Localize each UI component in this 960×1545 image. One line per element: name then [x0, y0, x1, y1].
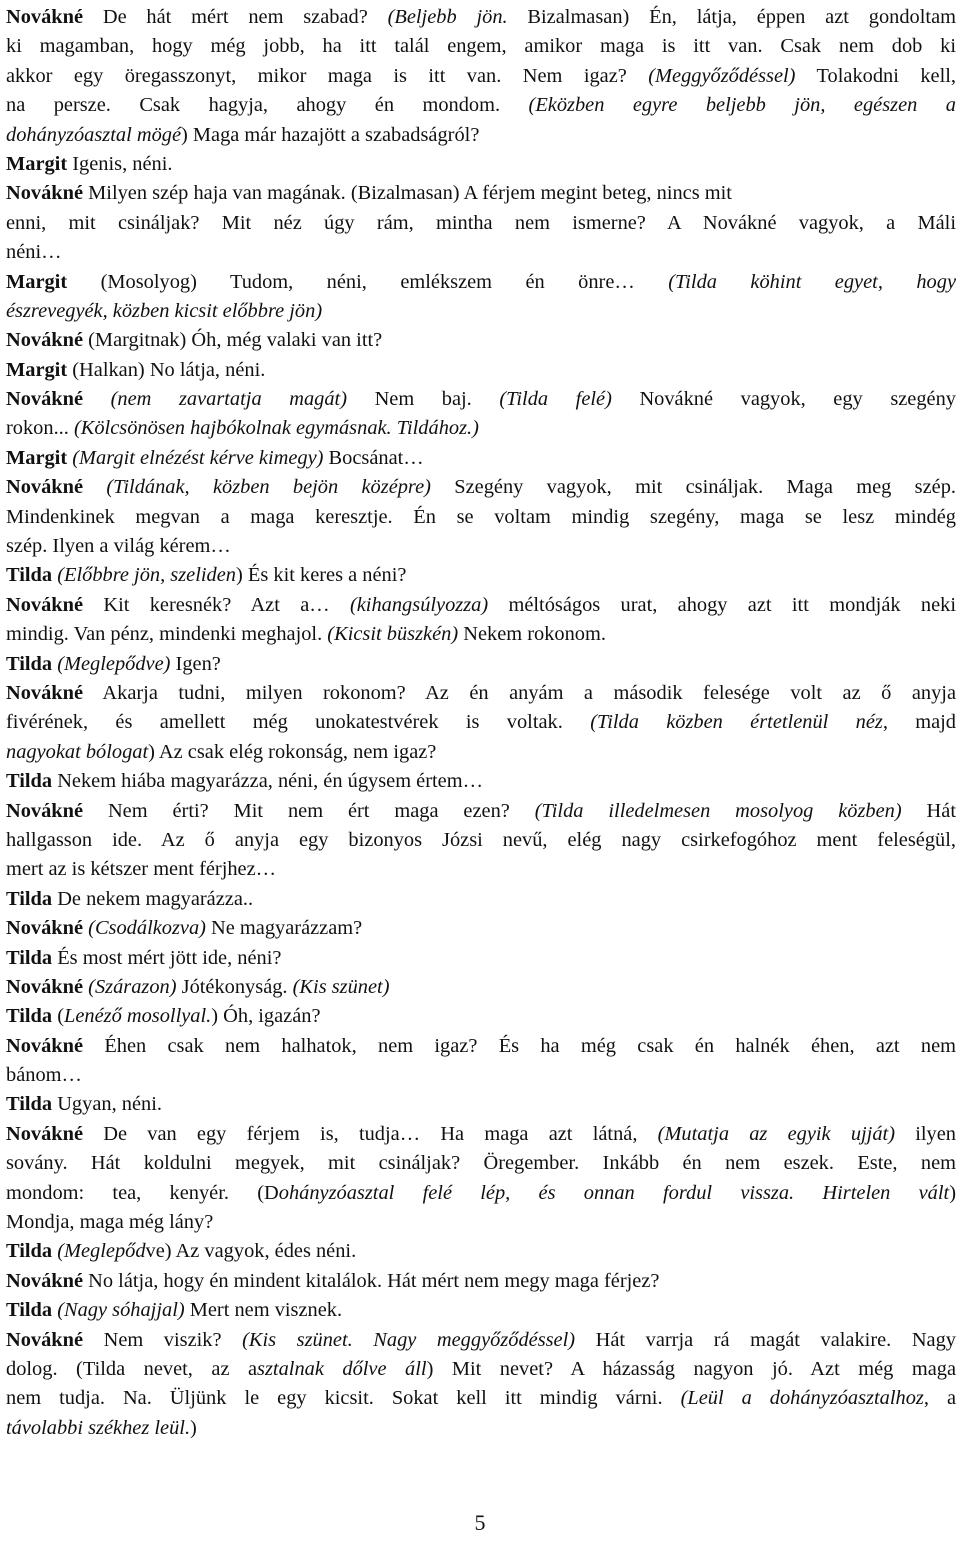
- dialogue-text: (Halkan) No látja, néni.: [67, 358, 266, 381]
- dialogue-text: Tolakodni kell,: [795, 64, 956, 87]
- dialogue-text: mondom: tea, kenyér. (D: [6, 1181, 279, 1204]
- dialogue-text: [83, 388, 111, 410]
- dialogue-text: Kit keresnék? Azt a…: [83, 593, 350, 616]
- stage-direction: (Kis szünet): [292, 975, 390, 998]
- dialogue-text: Nekem rokonom.: [458, 623, 606, 646]
- script-line: [6, 620, 956, 649]
- script-line: [6, 767, 956, 796]
- dialogue-text: ) Mit nevet? A házasság nagyon jó. Azt még maga: [426, 1357, 956, 1380]
- speaker-name: Novákné: [6, 329, 84, 352]
- dialogue-text: dolog. (Tilda nevet, az a: [6, 1357, 258, 1380]
- script-line: [6, 385, 956, 414]
- script-line: [6, 1149, 956, 1178]
- script-line: [6, 32, 956, 61]
- stage-direction: (nem zavartatja magát): [110, 388, 347, 411]
- dialogue-text: ) És kit keres a néni?: [236, 564, 407, 587]
- script-line: [6, 532, 956, 561]
- speaker-name: Tilda: [6, 1005, 53, 1028]
- dialogue-text: (Mosolyog) Tudom, néni, emlékszem én önre…: [67, 270, 669, 293]
- speaker-name: Margit: [6, 152, 68, 175]
- stage-direction: (Leül a dohányzóasztalhoz: [680, 1387, 924, 1410]
- page-number: 5: [474, 1510, 486, 1535]
- script-line: [6, 91, 956, 120]
- dialogue-text: ): [190, 1416, 197, 1439]
- dialogue-text: enni, mit csináljak? Mit néz úgy rám, mintha nem ismerne? A Novákné vagyok, a Máli: [6, 211, 956, 234]
- stage-direction: (Tilda felé): [499, 388, 612, 411]
- script-line: [6, 473, 956, 502]
- script-line: [6, 1120, 956, 1149]
- dialogue-text: De nekem magyarázza..: [52, 887, 254, 910]
- script-line: [6, 708, 956, 737]
- script-line: [6, 797, 956, 826]
- stage-direction: (Csodálkozva): [88, 917, 206, 940]
- dialogue-text: Mindenkinek megvan a maga keresztje. Én se voltam mindig szegény, maga se lesz mindég: [6, 505, 956, 528]
- stage-direction: (Tilda köhint egyet, hogy: [668, 270, 956, 293]
- script-line: [6, 209, 956, 238]
- script-line: [6, 150, 956, 179]
- speaker-name: Novákné: [6, 182, 84, 205]
- dialogue-text: ve) Az vagyok, édes néni.: [145, 1240, 357, 1263]
- stage-direction: ohányzóasztal felé lép, és onnan fordul vissza. Hirtelen vált: [278, 1181, 950, 1204]
- speaker-name: Novákné: [6, 917, 84, 940]
- stage-direction: (Nagy sóhajjal): [57, 1299, 185, 1322]
- script-line: [6, 121, 956, 150]
- script-line: [6, 650, 956, 679]
- dialogue-text: na persze. Csak hagyja, ahogy én mondom.: [6, 94, 529, 117]
- script-line: [6, 826, 956, 855]
- script-line: [6, 268, 956, 297]
- script-line: [6, 1296, 956, 1325]
- dialogue-text: ) Óh, igazán?: [211, 1005, 321, 1028]
- stage-direction: távolabbi székhez leül.: [6, 1416, 191, 1439]
- speaker-name: Margit: [6, 446, 68, 469]
- stage-direction: (Meglepőd: [57, 1240, 146, 1263]
- script-line: [6, 1267, 956, 1296]
- stage-direction: (Szárazon): [88, 975, 177, 998]
- dialogue-text: Nem baj.: [347, 388, 500, 411]
- dialogue-text: ilyen: [895, 1122, 956, 1145]
- dialogue-text: Milyen szép haja van magának. (Bizalmasan) A férjem megint beteg, nincs mit: [83, 182, 732, 205]
- stage-direction: Lenéző mosollyal.: [64, 1005, 212, 1028]
- dialogue-text: , majd: [882, 711, 957, 734]
- script-line: [6, 944, 956, 973]
- dialogue-text: Akarja tudni, milyen rokonom? Az én anyám a második felesége volt az ő anyja: [83, 681, 956, 704]
- dialogue-text: Igen?: [170, 652, 221, 675]
- stage-direction: (Előbbre jön, szeliden: [57, 564, 236, 587]
- stage-direction: nagyokat bólogat: [6, 740, 149, 763]
- script-line: [6, 1179, 956, 1208]
- speaker-name: Tilda: [6, 1093, 53, 1116]
- dialogue-text: Novákné vagyok, egy szegény: [611, 388, 956, 411]
- dialogue-text: bánom…: [6, 1064, 82, 1087]
- script-page-body: [6, 3, 956, 1443]
- speaker-name: Novákné: [6, 799, 84, 822]
- stage-direction: (Tildának, közben bejön középre): [106, 476, 431, 499]
- speaker-name: Tilda: [6, 652, 53, 675]
- stage-direction: (Meglepődve): [57, 652, 171, 675]
- script-line: [6, 238, 956, 267]
- dialogue-text: És most mért jött ide, néni?: [52, 946, 282, 969]
- speaker-name: Tilda: [6, 887, 53, 910]
- speaker-name: Novákné: [6, 6, 84, 28]
- dialogue-text: hallgasson ide. Az ő anyja egy bizonyos Józsi nevű, elég nagy csirkefogóhoz ment feleségül,: [6, 828, 956, 851]
- dialogue-text: mindig. Van pénz, mindenki meghajol.: [6, 623, 328, 646]
- dialogue-text: Nem viszik?: [83, 1328, 243, 1351]
- dialogue-text: Ne magyarázzam?: [205, 917, 363, 940]
- script-line: [6, 1090, 956, 1119]
- script-line: [6, 561, 956, 590]
- dialogue-text: Éhen csak nem halhatok, nem igaz? És ha még csak én halnék éhen, azt nem: [83, 1034, 956, 1057]
- speaker-name: Novákné: [6, 1328, 84, 1351]
- dialogue-text: [83, 476, 106, 498]
- stage-direction: (Kölcsönösen hajbókolnak egymásnak. Tildához.): [73, 417, 479, 440]
- speaker-name: Novákné: [6, 1034, 84, 1057]
- speaker-name: Tilda: [6, 770, 53, 793]
- script-line: [6, 679, 956, 708]
- dialogue-text: Bizalmasan) Én, látja, éppen azt gondoltam: [507, 6, 956, 28]
- dialogue-text: néni…: [6, 241, 62, 264]
- script-line: [6, 591, 956, 620]
- dialogue-text: Szegény vagyok, mit csináljak. Maga meg szép.: [430, 476, 956, 499]
- dialogue-text: De van egy férjem is, tudja… Ha maga azt látná,: [83, 1122, 658, 1145]
- script-line: [6, 855, 956, 884]
- script-line: [6, 973, 956, 1002]
- dialogue-text: akkor egy öregasszonyt, mikor maga is itt van. Nem igaz?: [6, 64, 649, 87]
- speaker-name: Margit: [6, 270, 68, 293]
- stage-direction: észrevegyék, közben kicsit előbbre jön): [6, 299, 323, 322]
- stage-direction: (Mutatja az egyik ujját): [657, 1122, 895, 1145]
- stage-direction: (Tilda közben értetlenül néz: [590, 711, 883, 734]
- dialogue-text: Mondja, maga még lány?: [6, 1211, 214, 1234]
- speaker-name: Novákné: [6, 388, 84, 411]
- script-line: [6, 62, 956, 91]
- dialogue-text: szép. Ilyen a világ kérem…: [6, 535, 231, 558]
- dialogue-text: Nem érti? Mit nem ért maga ezen?: [83, 799, 535, 822]
- script-line: [6, 1002, 956, 1031]
- script-line: [6, 297, 956, 326]
- dialogue-text: Bocsánat…: [323, 446, 424, 469]
- dialogue-text: rokon...: [6, 417, 74, 440]
- script-line: [6, 444, 956, 473]
- stage-direction: dohányzóasztal mögé: [6, 123, 182, 146]
- script-line: [6, 914, 956, 943]
- dialogue-text: mert az is kétszer ment férjhez…: [6, 858, 277, 881]
- dialogue-text: Ugyan, néni.: [52, 1093, 162, 1116]
- dialogue-text: , a: [923, 1387, 956, 1410]
- stage-direction: (Tilda illedelmesen mosolyog közben): [534, 799, 902, 822]
- speaker-name: Novákné: [6, 1269, 84, 1292]
- stage-direction: (Eközben egyre beljebb jön, egészen a: [528, 94, 956, 117]
- dialogue-text: Igenis, néni.: [67, 152, 173, 175]
- stage-direction: (Beljebb jön.: [387, 6, 508, 28]
- stage-direction: (kihangsúlyozza): [349, 593, 489, 616]
- stage-direction: (Margit elnézést kérve kimegy): [72, 446, 324, 469]
- dialogue-text: ki magamban, hogy még jobb, ha itt talál engem, amikor maga is itt van. Csak nem dob ki: [6, 35, 956, 58]
- speaker-name: Novákné: [6, 681, 84, 704]
- speaker-name: Tilda: [6, 1240, 53, 1263]
- dialogue-text: nem tudja. Na. Üljünk le egy kicsit. Sokat kell itt mindig várni.: [6, 1387, 681, 1410]
- script-line: [6, 1355, 956, 1384]
- script-line: [6, 1032, 956, 1061]
- dialogue-text: No látja, hogy én mindent kitalálok. Hát mért nem megy maga férjez?: [83, 1269, 660, 1292]
- script-line: [6, 1237, 956, 1266]
- dialogue-text: Hát: [901, 799, 956, 822]
- speaker-name: Tilda: [6, 946, 53, 969]
- dialogue-text: ) Az csak elég rokonság, nem igaz?: [148, 740, 437, 763]
- speaker-name: Tilda: [6, 564, 53, 587]
- dialogue-text: (: [52, 1005, 64, 1028]
- speaker-name: Margit: [6, 358, 68, 381]
- speaker-name: Tilda: [6, 1299, 53, 1322]
- dialogue-text: méltóságos urat, ahogy azt itt mondják neki: [488, 593, 956, 616]
- dialogue-text: Mert nem visznek.: [184, 1299, 343, 1322]
- dialogue-text: ): [949, 1181, 956, 1204]
- script-line: [6, 1208, 956, 1237]
- dialogue-text: De hát mért nem szabad?: [83, 6, 388, 28]
- script-line: [6, 326, 956, 355]
- script-line: [6, 738, 956, 767]
- script-line: [6, 1384, 956, 1413]
- stage-direction: (Meggyőződéssel): [648, 64, 796, 87]
- speaker-name: Novákné: [6, 476, 84, 499]
- stage-direction: (Kis szünet. Nagy meggyőződéssel): [242, 1328, 576, 1351]
- script-line: [6, 503, 956, 532]
- dialogue-text: (Margitnak) Óh, még valaki van itt?: [83, 329, 383, 352]
- dialogue-text: Jótékonyság.: [176, 975, 293, 998]
- script-line: [6, 1414, 956, 1443]
- dialogue-text: ) Maga már hazajött a szabadságról?: [181, 123, 480, 146]
- speaker-name: Novákné: [6, 1122, 84, 1145]
- script-line: [6, 1326, 956, 1355]
- stage-direction: (Kicsit büszkén): [327, 623, 459, 646]
- script-line: [6, 414, 956, 443]
- script-line: [6, 179, 956, 208]
- dialogue-text: sovány. Hát koldulni megyek, mit csináljak? Öregember. Inkább én nem eszek. Este, nem: [6, 1152, 956, 1175]
- script-line: [6, 885, 956, 914]
- script-line: [6, 3, 956, 32]
- dialogue-text: Hát varrja rá magát valakire. Nagy: [575, 1328, 956, 1351]
- dialogue-text: fivérének, és amellett még unokatestvérek is voltak.: [6, 711, 591, 734]
- script-line: [6, 1061, 956, 1090]
- speaker-name: Novákné: [6, 975, 84, 998]
- stage-direction: sztalnak dőlve áll: [257, 1357, 427, 1380]
- script-line: [6, 356, 956, 385]
- speaker-name: Novákné: [6, 593, 84, 616]
- dialogue-text: Nekem hiába magyarázza, néni, én úgysem értem…: [52, 770, 483, 793]
